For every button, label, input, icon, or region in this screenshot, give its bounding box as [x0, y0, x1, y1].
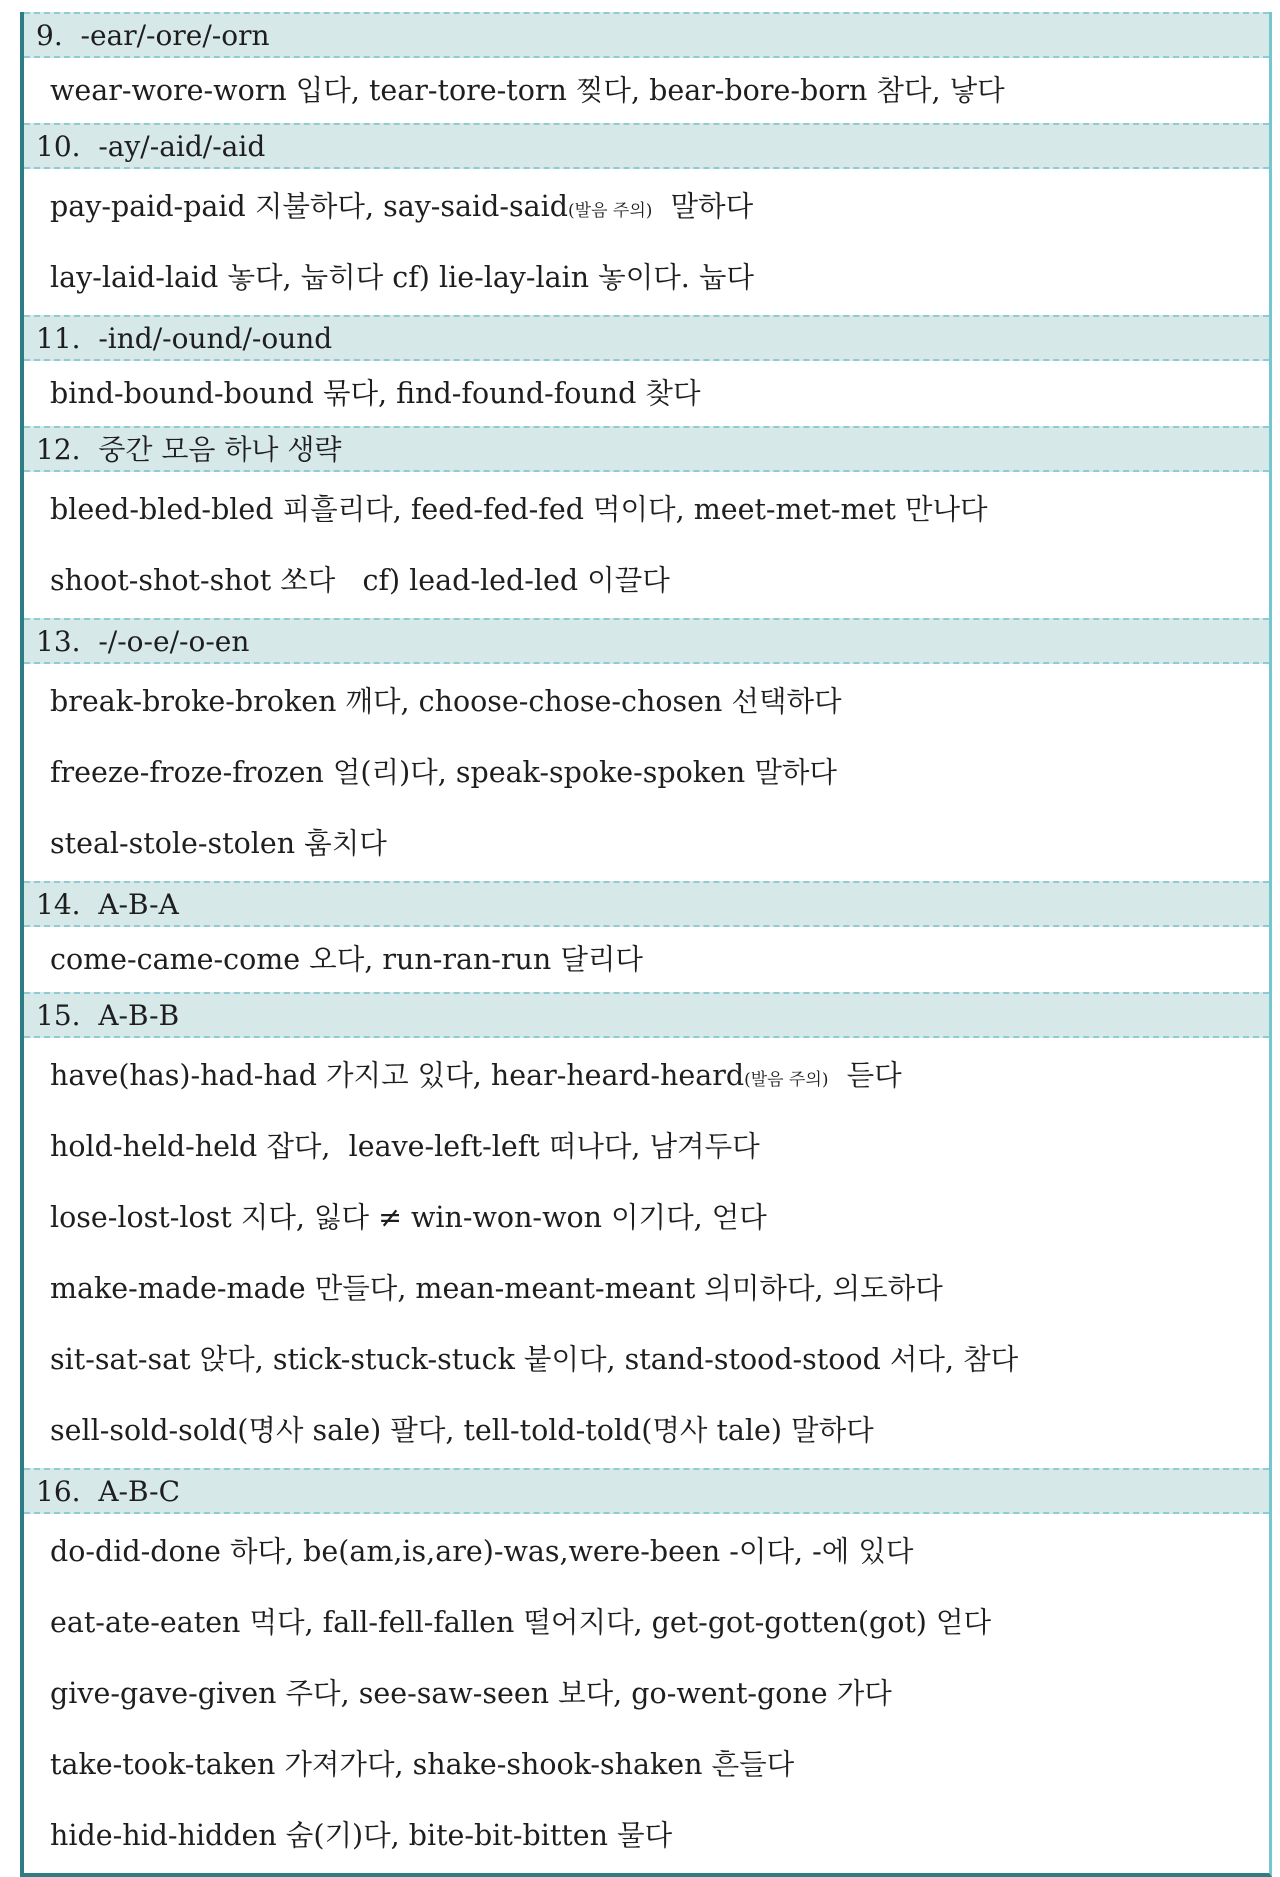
section-header: 11. -ind/-ound/-ound: [24, 315, 1269, 361]
verb-line: [50, 666, 1269, 737]
verb-text: steal-stole-stolen 훔치다: [50, 827, 387, 860]
section-header: 10. -ay/-aid/-aid: [24, 123, 1269, 169]
verb-line: [50, 1800, 1269, 1871]
verb-line: [50, 1587, 1269, 1658]
verb-text: pay-paid-paid 지불하다, say-said-said: [50, 190, 569, 223]
section-content: [24, 927, 1269, 992]
verb-text: sell-sold-sold(명사 sale) 팔다, tell-told-told(명사 tale) 말하다: [50, 1414, 874, 1447]
verb-text: 듣다: [828, 1059, 902, 1092]
verb-line: [50, 242, 1269, 313]
section-header: 12. 중간 모음 하나 생략: [24, 426, 1269, 472]
verb-line: [50, 1111, 1269, 1182]
verb-text: lose-lost-lost 지다, 잃다 ≠ win-won-won 이기다, 얻다: [50, 1201, 767, 1234]
verb-text: take-took-taken 가져가다, shake-shook-shaken 흔들다: [50, 1748, 795, 1781]
section-header: 14. A-B-A: [24, 881, 1269, 927]
irregular-verb-table: [20, 12, 1272, 1877]
section-content: [24, 361, 1269, 426]
section-content: [24, 664, 1269, 881]
verb-line: [50, 1658, 1269, 1729]
section-header: 13. -/-o-e/-o-en: [24, 618, 1269, 664]
verb-text: hold-held-held 잡다, leave-left-left 떠나다, 남겨두다: [50, 1130, 760, 1163]
verb-line: [50, 1516, 1269, 1587]
verb-line: [50, 60, 1269, 121]
verb-line: [50, 363, 1269, 424]
verb-text: make-made-made 만들다, mean-meant-meant 의미하다, 의도하다: [50, 1272, 943, 1305]
verb-text: bind-bound-bound 묶다, find-found-found 찾다: [50, 377, 701, 410]
verb-text: freeze-froze-frozen 얼(리)다, speak-spoke-spoken 말하다: [50, 756, 837, 789]
section-header: 16. A-B-C: [24, 1468, 1269, 1514]
verb-text: have(has)-had-had 가지고 있다, hear-heard-heard: [50, 1059, 745, 1092]
section-content: [24, 1038, 1269, 1468]
section-header: 15. A-B-B: [24, 992, 1269, 1038]
verb-text: shoot-shot-shot 쏘다 cf) lead-led-led 이끌다: [50, 564, 670, 597]
verb-text: break-broke-broken 깨다, choose-chose-chosen 선택하다: [50, 685, 842, 718]
section-content: [24, 1514, 1269, 1873]
verb-text: give-gave-given 주다, see-saw-seen 보다, go-went-gone 가다: [50, 1677, 892, 1710]
verb-text: wear-wore-worn 입다, tear-tore-torn 찢다, bear-bore-born 참다, 낳다: [50, 74, 1005, 107]
verb-line: [50, 171, 1269, 242]
verb-text: hide-hid-hidden 숨(기)다, bite-bit-bitten 물다: [50, 1819, 673, 1852]
verb-line: [50, 929, 1269, 990]
verb-text: 말하다: [652, 190, 754, 223]
pronunciation-note: (발음 주의): [568, 201, 653, 221]
verb-text: lay-laid-laid 놓다, 눕히다 cf) lie-lay-lain 놓이다. 눕다: [50, 261, 754, 294]
section-content: [24, 472, 1269, 618]
section-content: [24, 169, 1269, 315]
verb-line: [50, 545, 1269, 616]
verb-line: [50, 1182, 1269, 1253]
verb-line: [50, 1324, 1269, 1395]
verb-line: [50, 1040, 1269, 1111]
pronunciation-note: (발음 주의): [744, 1070, 829, 1090]
verb-line: [50, 474, 1269, 545]
verb-text: sit-sat-sat 앉다, stick-stuck-stuck 붙이다, stand-stood-stood 서다, 참다: [50, 1343, 1019, 1376]
verb-line: [50, 1395, 1269, 1466]
verb-text: eat-ate-eaten 먹다, fall-fell-fallen 떨어지다, get-got-gotten(got) 얻다: [50, 1606, 992, 1639]
verb-line: [50, 1729, 1269, 1800]
section-header: 9. -ear/-ore/-orn: [24, 12, 1269, 58]
verb-line: [50, 1253, 1269, 1324]
verb-line: [50, 737, 1269, 808]
section-content: [24, 58, 1269, 123]
verb-text: do-did-done 하다, be(am,is,are)-was,were-been -이다, -에 있다: [50, 1535, 914, 1568]
verb-text: bleed-bled-bled 피흘리다, feed-fed-fed 먹이다, meet-met-met 만나다: [50, 493, 988, 526]
verb-text: come-came-come 오다, run-ran-run 달리다: [50, 943, 643, 976]
verb-line: [50, 808, 1269, 879]
